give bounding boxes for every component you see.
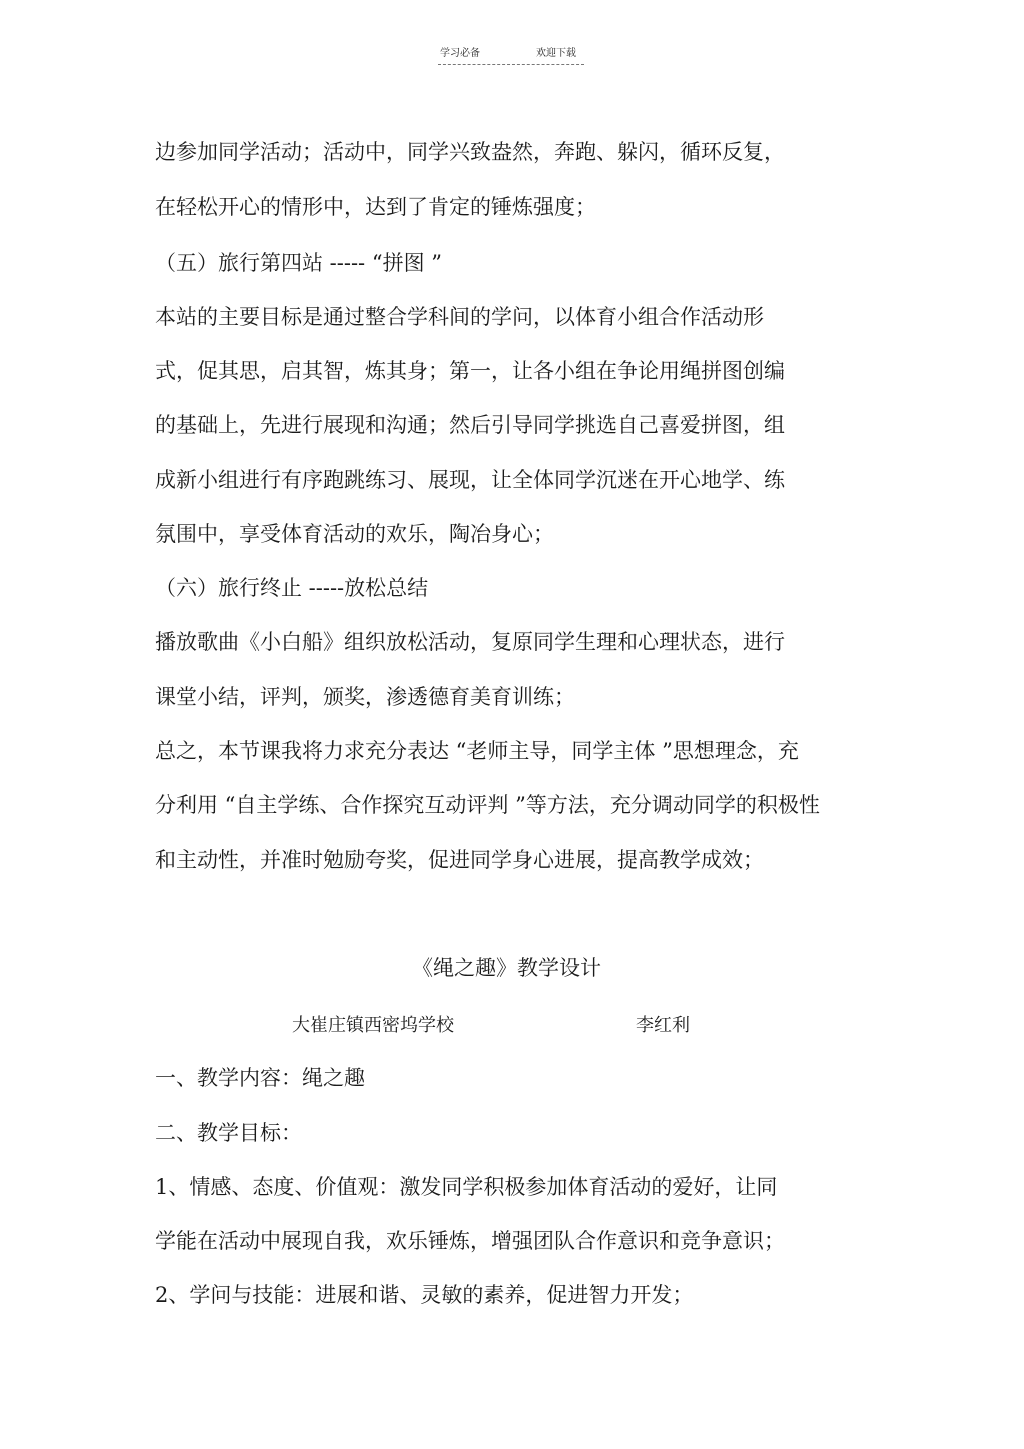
design-title: 《绳之趣》教学设计 [412,956,601,980]
school-name: 大崔庄镇西密坞学校 [292,1015,454,1036]
design-item: 2、学问与技能：进展和谐、灵敏的素养，促进智力开发； [155,1283,694,1307]
body-line: 氛围中，享受体育活动的欢乐，陶冶身心； [155,522,554,546]
body-line: 课堂小结，评判，颁奖，渗透德育美育训练； [155,685,575,709]
body-line: 和主动性，并准时勉励夸奖，促进同学身心进展，提高教学成效； [155,848,764,872]
body-line: 本站的主要目标是通过整合学科间的学问，以体育小组合作活动形 [155,305,764,329]
body-line: 的基础上，先进行展现和沟通；然后引导同学挑选自己喜爱拼图，组 [155,413,785,437]
header-right-text: 欢迎下载 [536,48,576,59]
section-heading-five: （五）旅行第四站 ----- “拼图 ” [155,251,442,275]
design-item: 二、教学目标： [155,1121,302,1145]
body-line: 总之，本节课我将力求充分表达 “老师主导，同学主体 ”思想理念，充 [155,739,799,763]
design-item: 学能在活动中展现自我，欢乐锤炼，增强团队合作意识和竞争意识； [155,1229,785,1253]
design-item: 1、情感、态度、价值观：激发同学积极参加体育活动的爱好，让同 [155,1175,778,1199]
header-left-text: 学习必备 [440,48,480,59]
body-line: 式，促其思，启其智，炼其身；第一，让各小组在争论用绳拼图创编 [155,359,785,383]
author-name: 李红利 [636,1015,690,1036]
body-line: 成新小组进行有序跑跳练习、展现，让全体同学沉迷在开心地学、练 [155,468,785,492]
design-item: 一、教学内容：绳之趣 [155,1066,365,1090]
body-line: 播放歌曲《小白船》组织放松活动，复原同学生理和心理状态，进行 [155,630,785,654]
section-heading-six: （六）旅行终止 -----放松总结 [155,576,429,600]
body-line: 在轻松开心的情形中，达到了肯定的锤炼强度； [155,195,596,219]
body-line: 边参加同学活动；活动中，同学兴致盎然，奔跑、躲闪，循环反复， [155,140,785,164]
body-line: 分利用 “自主学练、合作探究互动评判 ”等方法，充分调动同学的积极性 [155,793,820,817]
page-header [438,40,584,65]
